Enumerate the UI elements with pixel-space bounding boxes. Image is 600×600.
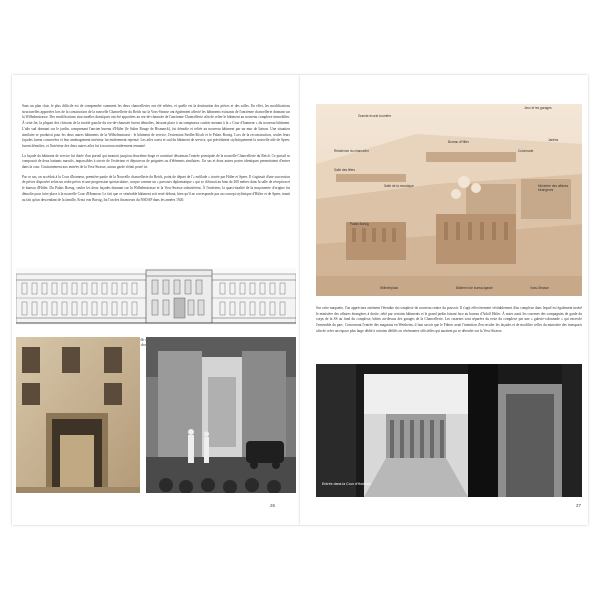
label-voss-strasse: Voss-Strasse: [530, 286, 549, 290]
model-description: Sur cette maquette, l'on appréciera aisément l'étendue du complexe du nouveau centre du pouvoir. Il s'agit effectivement véritablement d'un complexe dans lequel est également inséré le ministère des affaires étrangères à droite, relié par certains bâtiments et le grand jardin faisant face au bureau d'Adolf Hitler. À noter aussi les casernes des compagnies de garde du corps de la SS au fond du complexe, bâties au-dessus des garages de la Chancellerie. Les casernes sont séparées du reste du complexe par une « galerie-colonnade » qui encercle l'ensemble du parc. Concernant l'entrée des magasins en Wertheim, il faut savoir que le Führer avait l'intention d'en reculer les façades et de modifier celles du ministère des transports afin de créer un espace plus large dédié à certains défilés ou cérémonies officielles qui auraient pu se dérouler sur la Voss-Strasse.: [316, 306, 582, 333]
label-jardins: Jardins: [548, 138, 559, 142]
cour-honneur-entrance-photo: [316, 364, 582, 497]
label-residence: Résidence du chancelier: [334, 149, 369, 153]
paragraph-3: Par ce sas, on accédait à la Cour d'honneur, première partie de la Nouvelle chancellerie du Reich, point de départ de l'« enfilade » tracée par Hitler et Speer. Il s'agissait d'une succession de pièces disposées selon un ordre précis et une progression spectaculaire, conçue comme un « parcours diplomatique » qui se clôturait au bout de 200 mètres dans la salle de réception et le bureau d'Hitler. Du Palais Borsig, seules les deux façades donnant sur la Wilhelmstrasse et la Voss-Strasse subsistèrent. À l'intérieur, la quasi-totalité de la maçonnerie d'origine fut démolie pour faire place à la nouvelle Cour d'Honneur. Le fait que ce vénérable bâtiment soit resté debout, bien qu'il ne corresponde pas au concept stylistique d'Hitler et de Speer, tenait au fait qu'un descendant de la famille, Ernst von Borsig, fut l'un des financeurs du NSDAP dans les années 1920.: [22, 174, 290, 202]
palais-borsig-facade-drawing: [16, 268, 296, 325]
paragraph-1: Sans un plan clair, le plus difficile est de comprendre comment les deux chancelleries ont été reliées, et quelle est la destination des pièces et des salles. En effet, les modifications structurelles apportées lors de la construction de la nouvelle Chancellerie du Reich sur la Voss-Strasse ont également affecté les bâtiments existants de l'ancienne chancellerie donnant sur la Wilhelmstrasse. Des modifications structurelles drastiques ont été apportées au rez-de-chaussée de l'ancienne Chancellerie afin de relier le bâtiment au nouveau complexe immobilier. À cette fin, la plupart des cloisons de la moitié gauche du rez-de-chaussée furent démolies, laissant place à un somptueux couloir menant à la « Cour d'honneur » du nouveau bâtiment. L'aile sud donnant sur le jardin, comprenant l'ancien bureau d'Hitler (le Salon Rouge de Bismarck), fut démolie et reliée au nouveau bâtiment par un mur de liaison. Une situation similaire se produisit pour les deux autres bâtiments de la Wilhelmstrasse : le bâtiment de service, l'extension Siedler/Kisch et le Palais Borsig. Lors de la reconstruction, seules leurs façades furent conservées et leur aménagement intérieur fut entièrement repensé. Les ailes ouest et sud du bâtiment de service, qui précédaient stylistiquement la nouvelle aile de Speer, furent démolies, et l'intérieur des deux autres ailes fut à nouveau entièrement remanié.: [22, 104, 290, 148]
label-bureau-service: Bâtiment de bureau/garde: [456, 286, 493, 290]
label-bureau-hitler: Bureau d'Hitler: [448, 140, 469, 144]
label-wilhelmplatz: Wilhelmplatz: [380, 286, 399, 290]
chancellery-model-photo: [316, 104, 582, 296]
entrance-guards-photo: [146, 337, 296, 493]
left-page-number: 26: [270, 503, 276, 508]
label-palais-borsig: Palais Borsig: [350, 222, 369, 226]
paragraph-2: La façade du bâtiment de service fut dotée d'un portail qui montait jusqu'au deuxième étage et constitué désormais l'entrée principale de la nouvelle Chancellerie du Reich. Ce portail se composait de deux battants massifs, impossibles à ouvrir de l'extérieur et dépourvus de poignées ou d'éléments similaires. Un sas et deux autres portes identiques permettaient d'entrer dans la cour. Contrairement aux entrées de la Voss-Strasse, aucun garde n'était posté ici.: [22, 153, 290, 170]
right-body-text: [316, 306, 582, 354]
label-mosaique: Salle de la mosaïque: [384, 184, 414, 188]
label-ministere: Ministère des affaires étrangères: [538, 184, 569, 192]
facade-doorway-photo: [16, 337, 140, 493]
label-garages: Jeux et les garages: [524, 106, 552, 110]
label-colonnade: Colonnade: [518, 149, 534, 153]
right-page-number: 27: [576, 503, 582, 508]
cour-honneur-caption: Entrée dans la Cour d'Honneur: [322, 482, 372, 486]
right-page: [300, 75, 588, 525]
label-salle-fetes: Salle des fêtes: [334, 168, 355, 172]
left-page: [12, 75, 300, 525]
label-cour-garages: Grande écurie-fourrière: [358, 114, 392, 118]
